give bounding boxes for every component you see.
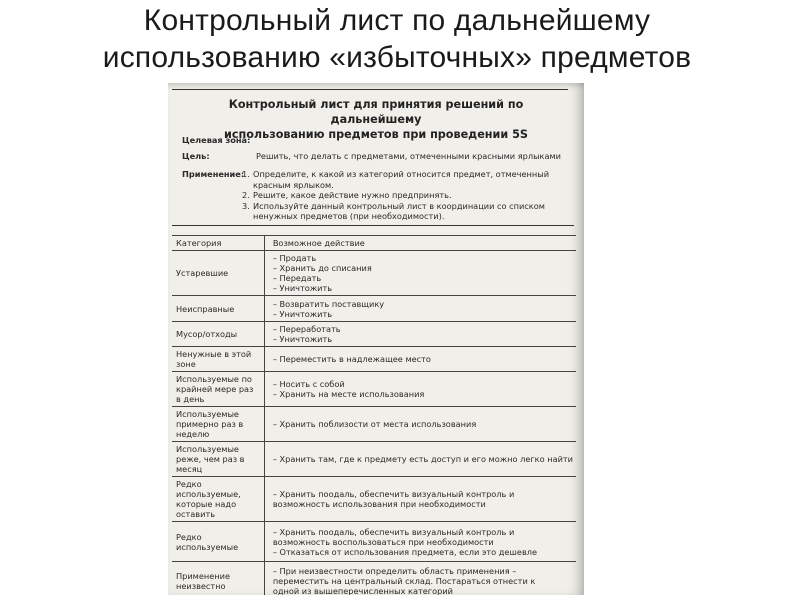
action-line: – Передать xyxy=(272,273,322,283)
category-cell: Редко используемые, которые надо оставить xyxy=(172,477,264,522)
category-cell: Неисправные xyxy=(172,296,264,322)
action-line: – Продать xyxy=(272,253,317,263)
action-cell xyxy=(264,477,576,522)
action-line: переместить на центральный склад. Постараться отнести к xyxy=(272,575,536,586)
usage-step: 3. Используйте данный контрольный лист в координации со списком ненужных предметов (при необходимости). xyxy=(242,200,545,221)
action-cell xyxy=(264,296,576,322)
usage-step: 2. Решите, какое действие нужно предпринять. xyxy=(242,190,452,200)
usage-step: 1. Определите, к какой из категорий относится предмет, отмеченный красным ярлыком. xyxy=(242,169,550,190)
action-line: – Отказаться от использования предмета, если это дешевле xyxy=(272,546,538,557)
action-cell xyxy=(264,347,576,372)
category-cell: Ненужные в этой зоне xyxy=(172,347,264,372)
table-row xyxy=(172,251,576,296)
action-cell xyxy=(264,562,576,595)
table-row xyxy=(172,372,576,407)
action-cell xyxy=(264,442,576,477)
action-line: – Хранить на месте использования xyxy=(272,389,425,399)
action-line: возможность использования при необходимости xyxy=(272,499,486,509)
goal-row xyxy=(182,151,582,162)
document-title-line-2: использованию предметов при проведении 5S xyxy=(224,128,528,141)
usage-label: Применение: xyxy=(182,169,245,179)
action-line: одной из вышеперечисленных категорий xyxy=(272,585,453,595)
table-row xyxy=(172,562,576,595)
table-body xyxy=(172,251,576,595)
category-cell: Используемые примерно раз в неделю xyxy=(172,407,264,442)
goal-text: Решить, что делать с предметами, отмеченными красными ярлыками xyxy=(256,151,562,161)
slide-title-line-1: Контрольный лист по дальнейшему xyxy=(143,4,651,37)
action-cell xyxy=(264,522,576,562)
action-line: – Переместить в надлежащее место xyxy=(272,354,431,364)
category-cell: Применение неизвестно xyxy=(172,562,264,595)
category-cell: Используемые реже, чем раз в месяц xyxy=(172,442,264,477)
top-rule xyxy=(172,89,568,90)
action-line: – Возвратить поставщику xyxy=(272,298,385,309)
category-cell: Используемые по крайней мере раз в день xyxy=(172,372,264,407)
decision-table xyxy=(172,235,576,595)
slide-title xyxy=(0,2,794,76)
usage-steps xyxy=(242,169,572,222)
action-line: – Переработать xyxy=(272,324,341,334)
table-row xyxy=(172,522,576,562)
slide-title-line-2: использованию «избыточных» предметов xyxy=(102,41,692,74)
usage-row xyxy=(182,169,244,180)
action-line: – Хранить поодаль, обеспечить визуальный контроль и xyxy=(272,489,515,499)
scanned-document xyxy=(168,83,584,595)
goal-label: Цель: xyxy=(182,151,210,161)
document-title-line-1: Контрольный лист для принятия решений по дальнейшему xyxy=(228,98,524,126)
column-header-action: Возможное действие xyxy=(264,236,576,251)
action-line: – Уничтожить xyxy=(272,308,333,319)
section-rule xyxy=(172,225,574,226)
category-cell: Редко используемые xyxy=(172,522,264,562)
action-line: – При неизвестности определить область применения – xyxy=(272,565,517,576)
table-row xyxy=(172,347,576,372)
column-header-category: Категория xyxy=(172,236,264,251)
action-line: – Носить с собой xyxy=(272,379,345,389)
table-row xyxy=(172,442,576,477)
table-row xyxy=(172,407,576,442)
target-zone-label: Целевая зона: xyxy=(182,135,251,145)
table-row xyxy=(172,477,576,522)
action-line: – Уничтожить xyxy=(272,334,333,344)
action-cell xyxy=(264,251,576,296)
table-row xyxy=(172,296,576,322)
action-cell xyxy=(264,322,576,347)
target-zone-row xyxy=(182,135,250,146)
action-line: – Уничтожить xyxy=(272,283,333,293)
action-cell xyxy=(264,407,576,442)
category-cell: Мусор/отходы xyxy=(172,322,264,347)
action-line: – Хранить поблизости от места использования xyxy=(272,419,477,429)
action-line: – Хранить до списания xyxy=(272,263,372,273)
action-line: – Хранить там, где к предмету есть доступ и его можно легко найти xyxy=(272,454,573,464)
table-row xyxy=(172,322,576,347)
table-header-row xyxy=(172,236,576,251)
action-cell xyxy=(264,372,576,407)
category-cell: Устаревшие xyxy=(172,251,264,296)
action-line: возможность воспользоваться при необходимости xyxy=(272,536,494,547)
action-line: – Хранить поодаль, обеспечить визуальный контроль и xyxy=(272,526,515,537)
